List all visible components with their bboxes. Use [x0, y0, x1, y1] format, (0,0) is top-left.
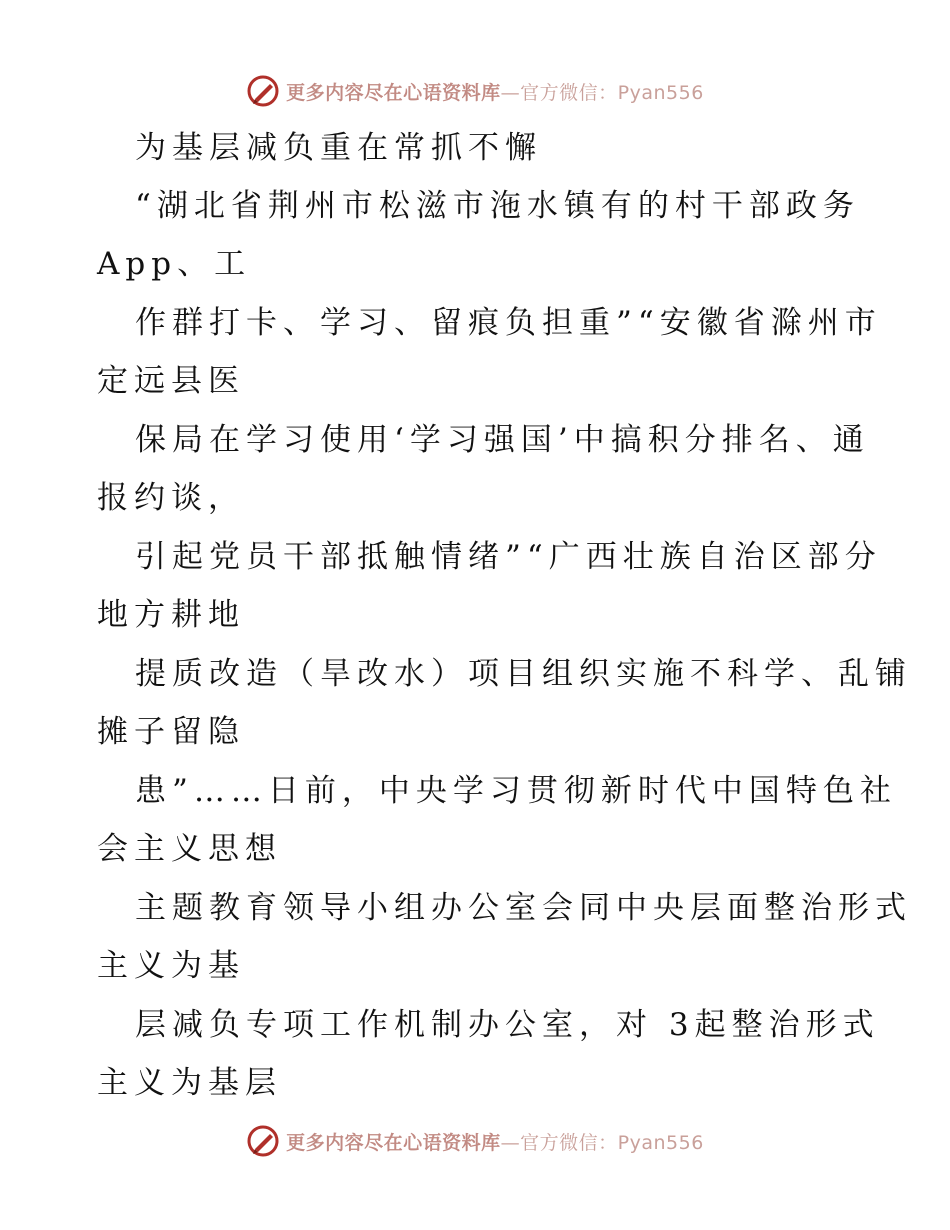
paragraph-line: 患”……日前，中央学习贯彻新时代中国特色社 — [135, 773, 897, 809]
paragraph-line: “湖北省荆州市松滋市沲水镇有的村干部政务 — [135, 188, 860, 224]
paragraph-line: 引起党员干部抵触情绪”“广西壮族自治区部分 — [135, 539, 882, 575]
paragraph-line: 主义为基 — [97, 948, 245, 984]
pen-logo-icon — [246, 1124, 280, 1158]
footer-wechat: 官方微信：Pyan556 — [520, 1131, 704, 1154]
footer-text — [286, 1128, 704, 1155]
paragraph-line: 层减负专项工作机制办公室，对 3起整治形式 — [135, 1007, 880, 1043]
header-banner — [0, 71, 950, 111]
paragraph-line: 报约谈， — [97, 480, 245, 516]
footer-brand: 更多内容尽在心语资料库 — [286, 1131, 501, 1154]
header-text — [286, 78, 704, 105]
paragraph-line: 地方耕地 — [97, 597, 245, 633]
paragraph-line: 定远县医 — [97, 363, 245, 399]
paragraph-line: 摊子留隐 — [97, 714, 245, 750]
footer-banner — [0, 1121, 950, 1161]
footer-separator: — — [500, 1131, 521, 1154]
paragraph-line: 作群打卡、学习、留痕负担重”“安徽省滁州市 — [135, 305, 882, 341]
paragraph-line: 保局在学习使用‘学习强国’中搞积分排名、通 — [135, 422, 870, 458]
pen-logo-icon — [246, 74, 280, 108]
paragraph-line: 提质改造（旱改水）项目组织实施不科学、乱铺 — [135, 656, 912, 692]
paragraph-line: 主义为基层 — [97, 1065, 282, 1101]
header-separator: — — [500, 81, 521, 104]
document-title: 为基层减负重在常抓不懈 — [135, 130, 542, 166]
paragraph-line: 会主义思想 — [97, 831, 282, 867]
paragraph-line: App、工 — [97, 246, 252, 282]
paragraph-line: 主题教育领导小组办公室会同中央层面整治形式 — [135, 890, 912, 926]
header-wechat: 官方微信：Pyan556 — [520, 81, 704, 104]
header-brand: 更多内容尽在心语资料库 — [286, 81, 501, 104]
